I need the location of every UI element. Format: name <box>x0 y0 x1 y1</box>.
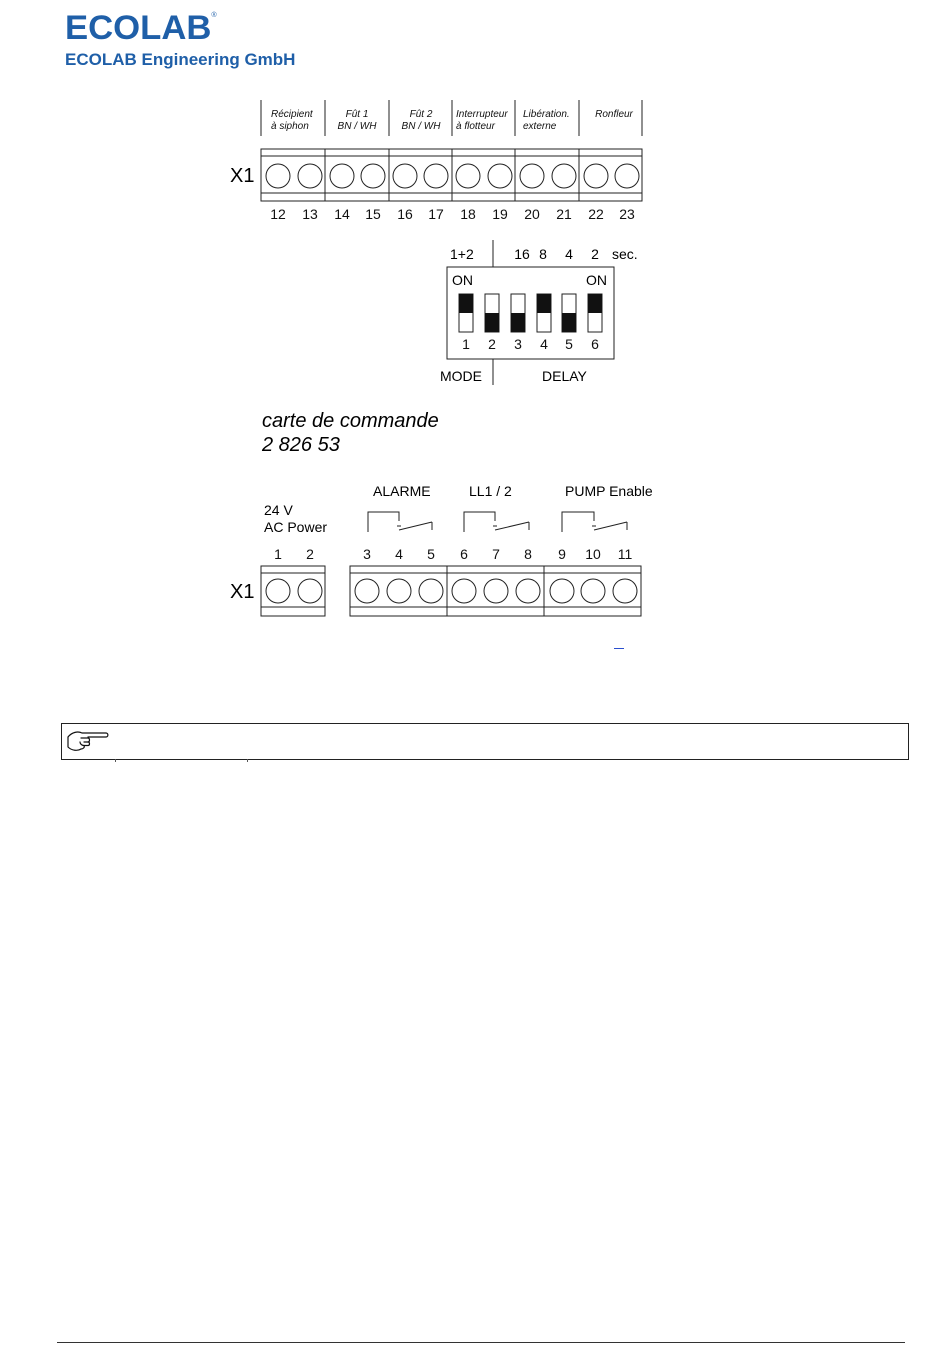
terminal-number: 22 <box>588 206 604 222</box>
terminal-screw <box>266 164 290 188</box>
dip-switch <box>537 294 551 332</box>
group-label-line2: BN / WH <box>337 121 377 132</box>
terminal-number: 23 <box>619 206 635 222</box>
dip-switch-number: 5 <box>565 336 573 352</box>
pointing-hand-icon <box>66 728 110 759</box>
terminal-number: 1 <box>274 546 282 562</box>
terminal-screw <box>387 579 411 603</box>
dip-delay-value: 2 <box>591 246 599 262</box>
terminal-number: 5 <box>427 546 435 562</box>
dip-switch <box>511 294 525 332</box>
terminal-number: 8 <box>524 546 532 562</box>
group-label-line1: Ronfleur <box>595 109 633 120</box>
terminal-screw <box>424 164 448 188</box>
terminal-screw <box>552 164 576 188</box>
connector-label: X1 <box>230 165 255 187</box>
group-label-line2: à flotteur <box>456 121 495 132</box>
relay-label-alarme: ALARME <box>373 483 431 499</box>
terminal-screw <box>613 579 637 603</box>
logo-text: ECOLAB <box>65 9 212 47</box>
dip-mode-label: MODE <box>440 368 482 384</box>
terminal-number: 2 <box>306 546 314 562</box>
terminal-number: 9 <box>558 546 566 562</box>
dip-delay-value: 16 <box>514 246 530 262</box>
board-caption-line2: 2 826 53 <box>262 434 340 456</box>
terminal-number: 3 <box>363 546 371 562</box>
dip-switch <box>459 294 473 332</box>
terminal-screw <box>393 164 417 188</box>
dip-switch <box>485 294 499 332</box>
terminal-screw <box>456 164 480 188</box>
group-label-line2: à siphon <box>271 121 309 132</box>
terminal-number: 19 <box>492 206 508 222</box>
terminal-screw <box>484 579 508 603</box>
dip-unit-label: sec. <box>612 246 638 262</box>
terminal-number: 17 <box>428 206 444 222</box>
group-label-line1: Libération. <box>523 109 570 120</box>
terminal-screw <box>266 579 290 603</box>
group-label-line1: Fût 1 <box>345 109 369 120</box>
terminal-number: 16 <box>397 206 413 222</box>
terminal-number: 11 <box>617 546 633 562</box>
group-label-line1: Fût 2 <box>409 109 433 120</box>
dip-switch-number: 1 <box>462 336 470 352</box>
dip-switch <box>562 294 576 332</box>
terminal-number: 13 <box>302 206 318 222</box>
footer-rule <box>57 1342 905 1343</box>
relay-label-pump-enable: PUMP Enable <box>565 483 653 499</box>
dip-delay-value: 4 <box>565 246 573 262</box>
terminal-screw <box>298 164 322 188</box>
terminal-number: 10 <box>585 546 601 562</box>
relay-contact-symbol <box>464 512 529 532</box>
terminal-screw <box>361 164 385 188</box>
terminal-screw <box>330 164 354 188</box>
relay-contact-symbol <box>368 512 432 532</box>
table-tick <box>247 759 248 762</box>
terminal-number: 12 <box>270 206 286 222</box>
group-label-line2: BN / WH <box>401 121 441 132</box>
dip-switch-number: 6 <box>591 336 599 352</box>
board-caption-line1: carte de commande <box>262 410 439 432</box>
group-label-line1: Interrupteur <box>456 109 508 120</box>
relay-contact-symbol <box>562 512 627 532</box>
dip-switch-number: 4 <box>540 336 548 352</box>
dip-delay-value: 8 <box>539 246 547 262</box>
table-tick <box>115 759 116 762</box>
terminal-screw <box>488 164 512 188</box>
dip-delay-label: DELAY <box>542 368 587 384</box>
dip-on-right: ON <box>586 272 607 288</box>
terminal-number: 18 <box>460 206 476 222</box>
terminal-number: 21 <box>556 206 572 222</box>
dip-mode-value: 1+2 <box>450 246 474 262</box>
terminal-number: 20 <box>524 206 540 222</box>
company-name: ECOLAB Engineering GmbH <box>65 50 296 69</box>
terminal-number: 4 <box>395 546 403 562</box>
group-label-line1: Récipient <box>271 109 313 120</box>
relay-label-ll1-2: LL1 / 2 <box>469 483 512 499</box>
terminal-screw <box>452 579 476 603</box>
terminal-screw <box>550 579 574 603</box>
terminal-screw <box>581 579 605 603</box>
terminal-screw <box>419 579 443 603</box>
terminal-screw <box>298 579 322 603</box>
terminal-screw <box>584 164 608 188</box>
terminal-number: 14 <box>334 206 350 222</box>
terminal-screw <box>355 579 379 603</box>
power-label-line1: 24 V <box>264 502 293 518</box>
connector-label: X1 <box>230 581 255 603</box>
terminal-screw <box>615 164 639 188</box>
power-label-line2: AC Power <box>264 519 328 535</box>
terminal-number: 6 <box>460 546 468 562</box>
reference-mark <box>614 648 624 649</box>
terminal-screw <box>516 579 540 603</box>
dip-switch-number: 3 <box>514 336 522 352</box>
dip-switch <box>588 294 602 332</box>
group-label-line2: externe <box>523 121 557 132</box>
terminal-number: 15 <box>365 206 381 222</box>
dip-switch-number: 2 <box>488 336 496 352</box>
logo-registered-mark: ® <box>211 12 217 19</box>
note-box <box>61 723 909 760</box>
terminal-number: 7 <box>492 546 500 562</box>
dip-on-left: ON <box>452 272 473 288</box>
terminal-screw <box>520 164 544 188</box>
